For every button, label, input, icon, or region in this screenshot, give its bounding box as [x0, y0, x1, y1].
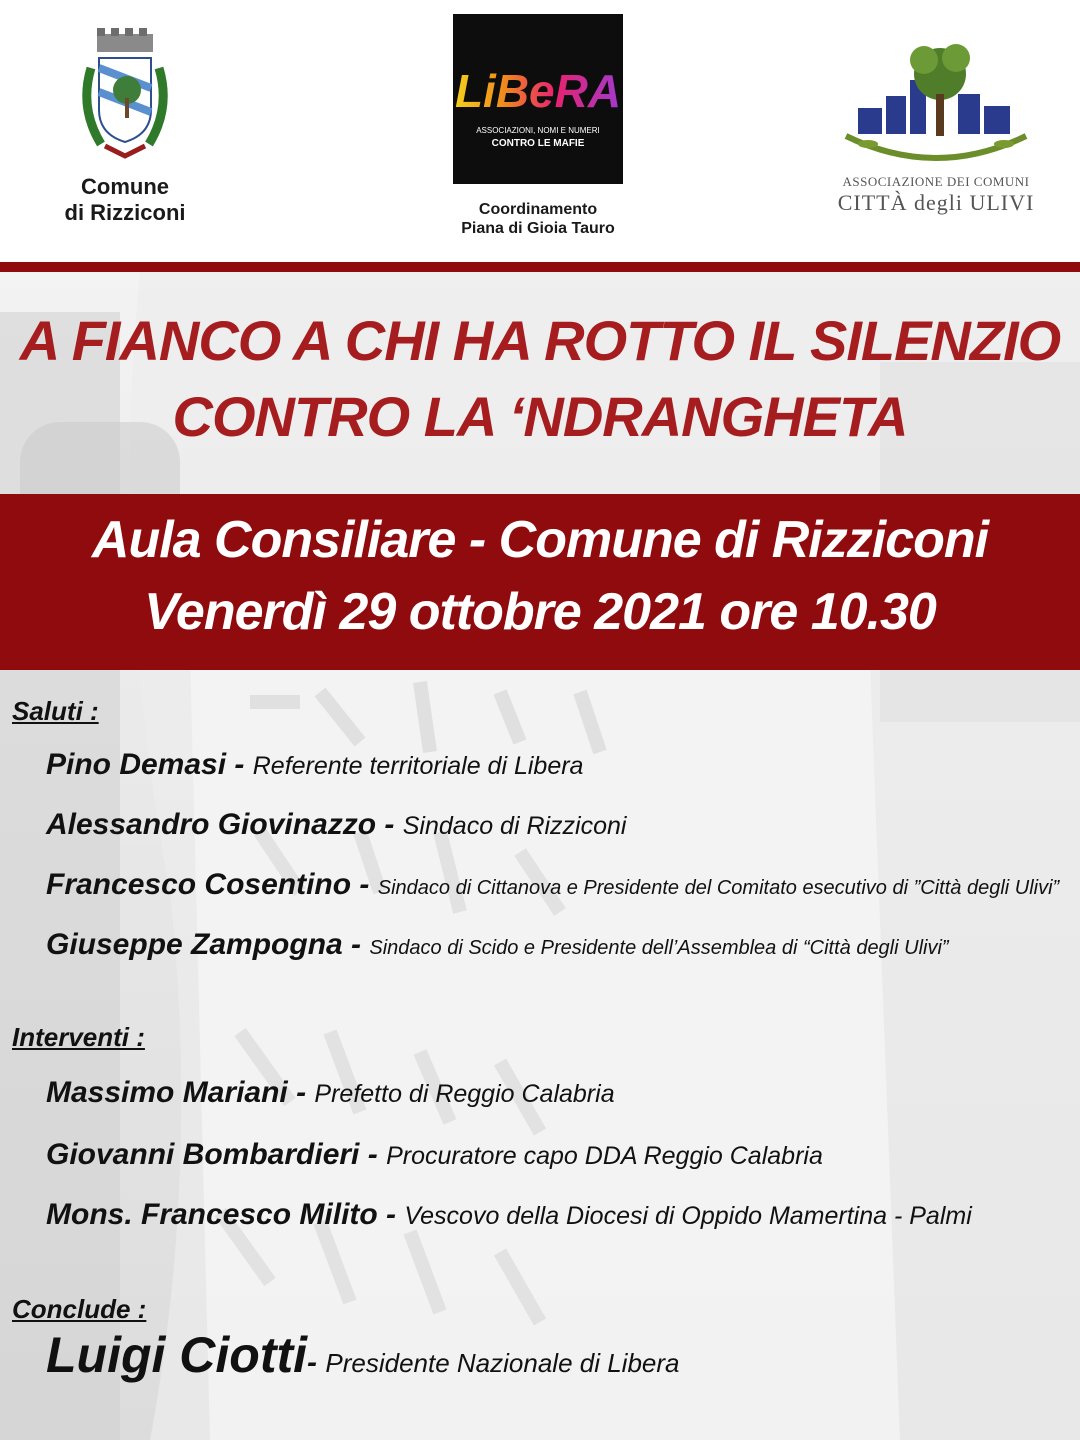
- speaker-row: [46, 748, 583, 782]
- speaker-name: Alessandro Giovinazzo: [46, 808, 377, 841]
- header-divider: [0, 262, 1080, 272]
- speaker-name: Giovanni Bombardieri: [46, 1138, 360, 1171]
- separator-dash: -: [226, 748, 253, 781]
- speaker-role: Sindaco di Rizziconi: [402, 812, 627, 840]
- speaker-row: [46, 1076, 615, 1110]
- ulivi-caption-line2: CITTÀ degli ULIVI: [837, 190, 1035, 215]
- speaker-role: Referente territoriale di Libera: [252, 752, 584, 780]
- speaker-name: Mons. Francesco Milito: [46, 1198, 378, 1231]
- event-venue: Aula Consiliare - Comune di Rizziconi: [91, 511, 989, 569]
- speaker-role: Presidente Nazionale di Libera: [325, 1348, 680, 1378]
- speaker-name: Massimo Mariani: [46, 1076, 288, 1109]
- olive-tree-city-icon: [828, 40, 1044, 170]
- speaker-row: [46, 1198, 972, 1232]
- interventi-heading: Interventi :: [12, 1022, 145, 1052]
- event-datetime: Venerdì 29 ottobre 2021 ore 10.30: [144, 583, 936, 641]
- main-title-line1: A FIANCO A CHI HA ROTTO IL SILENZIO: [19, 309, 1061, 372]
- speaker-role: Sindaco di Scido e Presidente dell’Assemblea di “Città degli Ulivi”: [369, 937, 949, 959]
- event-banner: [0, 494, 1080, 670]
- poster-body: [0, 272, 1080, 1440]
- speaker-row: [46, 1138, 823, 1172]
- speaker-row: [46, 928, 949, 962]
- speaker-name: Giuseppe Zampogna: [46, 928, 343, 961]
- libera-wordmark: LiBeRA: [454, 65, 622, 117]
- speaker-role: Procuratore capo DDA Reggio Calabria: [386, 1142, 823, 1170]
- speaker-role: Vescovo della Diocesi di Oppido Mamertina - Palmi: [404, 1202, 972, 1230]
- main-title-line2: CONTRO LA ‘NDRANGHETA: [172, 385, 908, 448]
- speaker-row: [46, 808, 626, 842]
- ulivi-logo: [818, 40, 1054, 216]
- speaker-name: Luigi Ciotti: [46, 1327, 308, 1383]
- libera-caption-line1: Coordinamento: [478, 201, 598, 218]
- separator-dash: -: [342, 928, 370, 961]
- speaker-name: Francesco Cosentino: [46, 868, 352, 901]
- ulivi-caption-line1: ASSOCIAZIONE DEI COMUNI: [842, 174, 1030, 189]
- coat-of-arms-icon: [75, 28, 175, 168]
- header: [0, 0, 1080, 262]
- libera-tagline-line1: ASSOCIAZIONI, NOMI E NUMERI: [476, 126, 600, 135]
- speaker-role: Sindaco di Cittanova e Presidente del Comitato esecutivo di ”Città degli Ulivi”: [377, 877, 1060, 899]
- separator-dash: -: [377, 1198, 405, 1231]
- libera-caption-line2: Piana di Gioia Tauro: [461, 220, 615, 238]
- conclude-heading: Conclude :: [12, 1294, 147, 1324]
- libera-logo: [452, 14, 624, 238]
- separator-dash: -: [376, 808, 403, 841]
- libera-tagline-line2: CONTRO LE MAFIE: [491, 138, 585, 149]
- separator-dash: -: [287, 1076, 315, 1109]
- speaker-row: [46, 1326, 680, 1384]
- comune-logo: [50, 28, 200, 227]
- speaker-role: Prefetto di Reggio Calabria: [314, 1080, 615, 1108]
- comune-caption-line2: di Rizziconi: [64, 200, 186, 226]
- libera-logo-box: [453, 14, 623, 184]
- saluti-heading: Saluti :: [12, 696, 99, 726]
- separator-dash: -: [359, 1138, 387, 1171]
- separator-dash: -: [351, 868, 378, 901]
- speaker-name: Pino Demasi: [46, 748, 227, 781]
- separator-dash: -: [307, 1346, 326, 1379]
- speaker-row: [46, 868, 1059, 902]
- comune-caption-line1: Comune: [81, 174, 169, 199]
